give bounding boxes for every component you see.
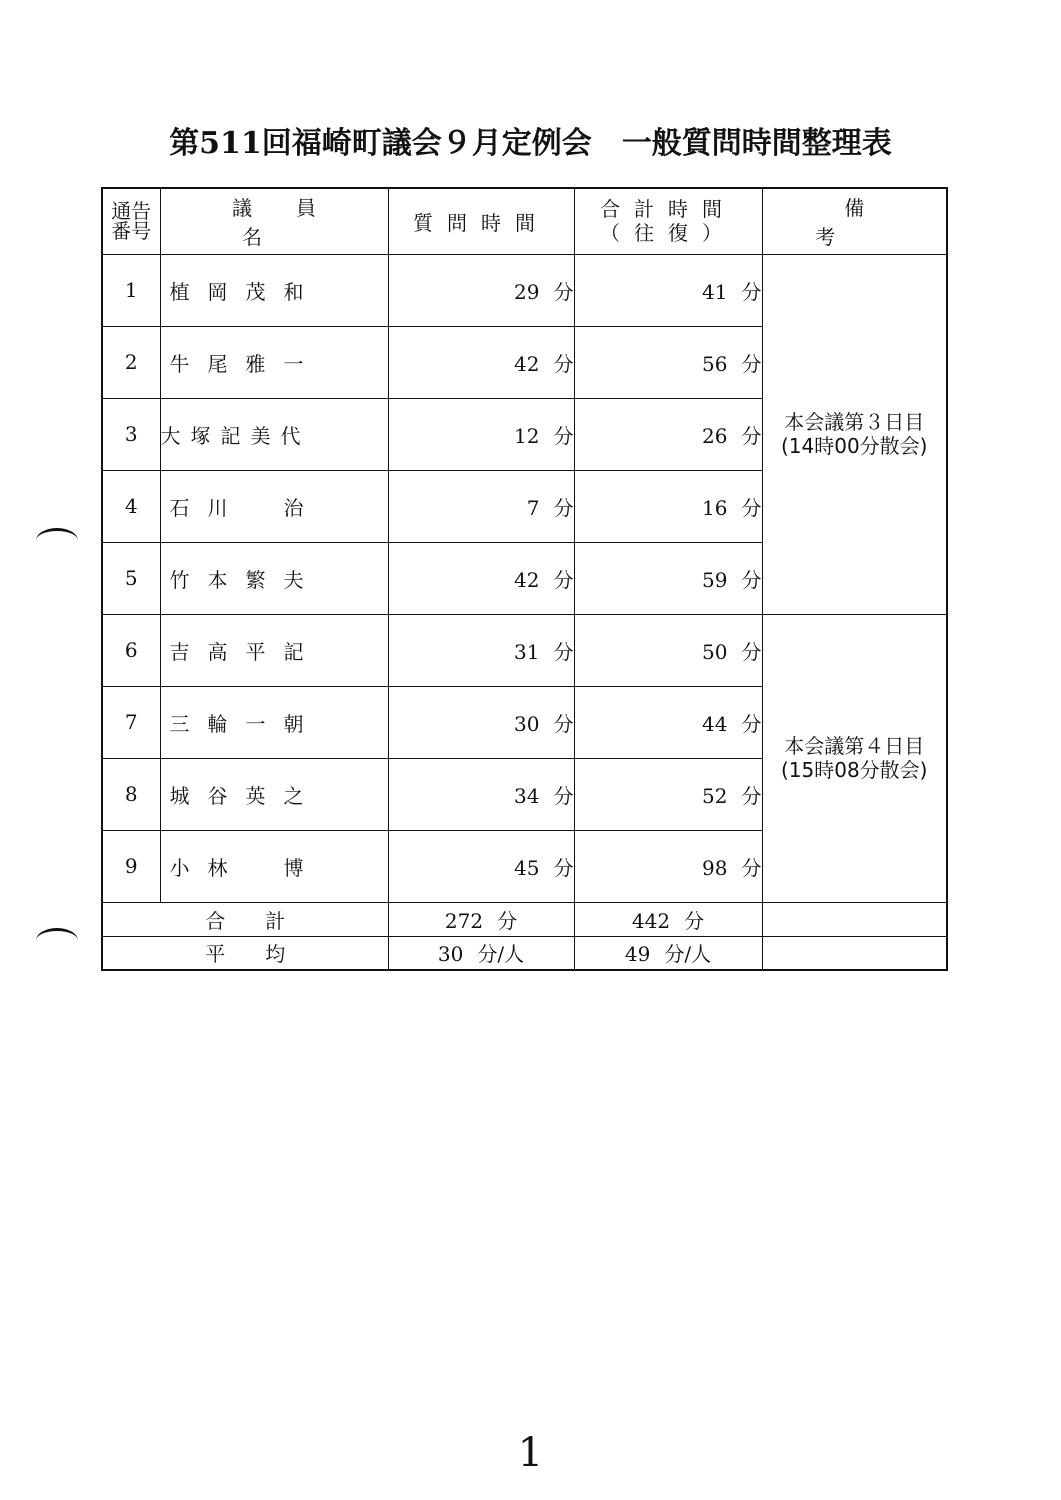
average-note-empty: [762, 936, 947, 970]
row-number: 5: [102, 542, 160, 614]
title-subject: 一般質問時間整理表: [621, 126, 892, 161]
punch-hole-mark: [36, 528, 78, 553]
question-time-cell: 7 分: [388, 470, 574, 542]
average-total-cell: 49 分/人: [574, 936, 762, 970]
total-question-cell: 272 分: [388, 902, 574, 936]
punch-hole-mark: [36, 928, 78, 953]
question-time-cell: 45 分: [388, 830, 574, 902]
row-number: 2: [102, 326, 160, 398]
row-number: 7: [102, 686, 160, 758]
question-time-table: [101, 187, 948, 971]
question-time-cell: 42 分: [388, 326, 574, 398]
total-label: 合計: [102, 902, 388, 936]
row-number: 6: [102, 614, 160, 686]
table-header-row: [102, 188, 947, 254]
question-time-cell: 30 分: [388, 686, 574, 758]
member-name: 竹 本 繁 夫: [160, 542, 388, 614]
total-time-cell: 26 分: [574, 398, 762, 470]
question-time-cell: 12 分: [388, 398, 574, 470]
member-name: 大塚記美代: [160, 398, 388, 470]
page-title: [0, 118, 1061, 162]
session-note: 本会議第４日目 (15時08分散会): [762, 614, 947, 902]
session-note: 本会議第３日目 (14時00分散会): [762, 254, 947, 614]
member-name: 石 川 治: [160, 470, 388, 542]
total-total-cell: 442 分: [574, 902, 762, 936]
member-name: 三 輪 一 朝: [160, 686, 388, 758]
row-number: 4: [102, 470, 160, 542]
average-row: [102, 936, 947, 970]
question-time-cell: 34 分: [388, 758, 574, 830]
total-time-cell: 98 分: [574, 830, 762, 902]
total-time-cell: 50 分: [574, 614, 762, 686]
total-time-cell: 52 分: [574, 758, 762, 830]
member-name: 吉 高 平 記: [160, 614, 388, 686]
row-number: 1: [102, 254, 160, 326]
row-number: 3: [102, 398, 160, 470]
title-meeting: 第511回福崎町議会９月定例会: [169, 126, 592, 161]
member-name: 城 谷 英 之: [160, 758, 388, 830]
total-note-empty: [762, 902, 947, 936]
total-time-cell: 44 分: [574, 686, 762, 758]
total-row: [102, 902, 947, 936]
header-total-time: 合計時間 （往復）: [574, 188, 762, 254]
total-time-cell: 56 分: [574, 326, 762, 398]
header-question-time: 質問時間: [388, 188, 574, 254]
average-question-cell: 30 分/人: [388, 936, 574, 970]
table-row: [102, 614, 947, 686]
header-number: 通告 番号: [102, 188, 160, 254]
total-time-cell: 41 分: [574, 254, 762, 326]
question-time-cell: 29 分: [388, 254, 574, 326]
header-name: 議員名: [160, 188, 388, 254]
header-note: 備考: [762, 188, 947, 254]
row-number: 8: [102, 758, 160, 830]
member-name: 小 林 博: [160, 830, 388, 902]
total-time-cell: 59 分: [574, 542, 762, 614]
average-label: 平均: [102, 936, 388, 970]
member-name: 植 岡 茂 和: [160, 254, 388, 326]
row-number: 9: [102, 830, 160, 902]
question-time-cell: 31 分: [388, 614, 574, 686]
total-time-cell: 16 分: [574, 470, 762, 542]
page-number: 1: [517, 1430, 544, 1476]
member-name: 牛 尾 雅 一: [160, 326, 388, 398]
question-time-cell: 42 分: [388, 542, 574, 614]
table-row: [102, 254, 947, 326]
